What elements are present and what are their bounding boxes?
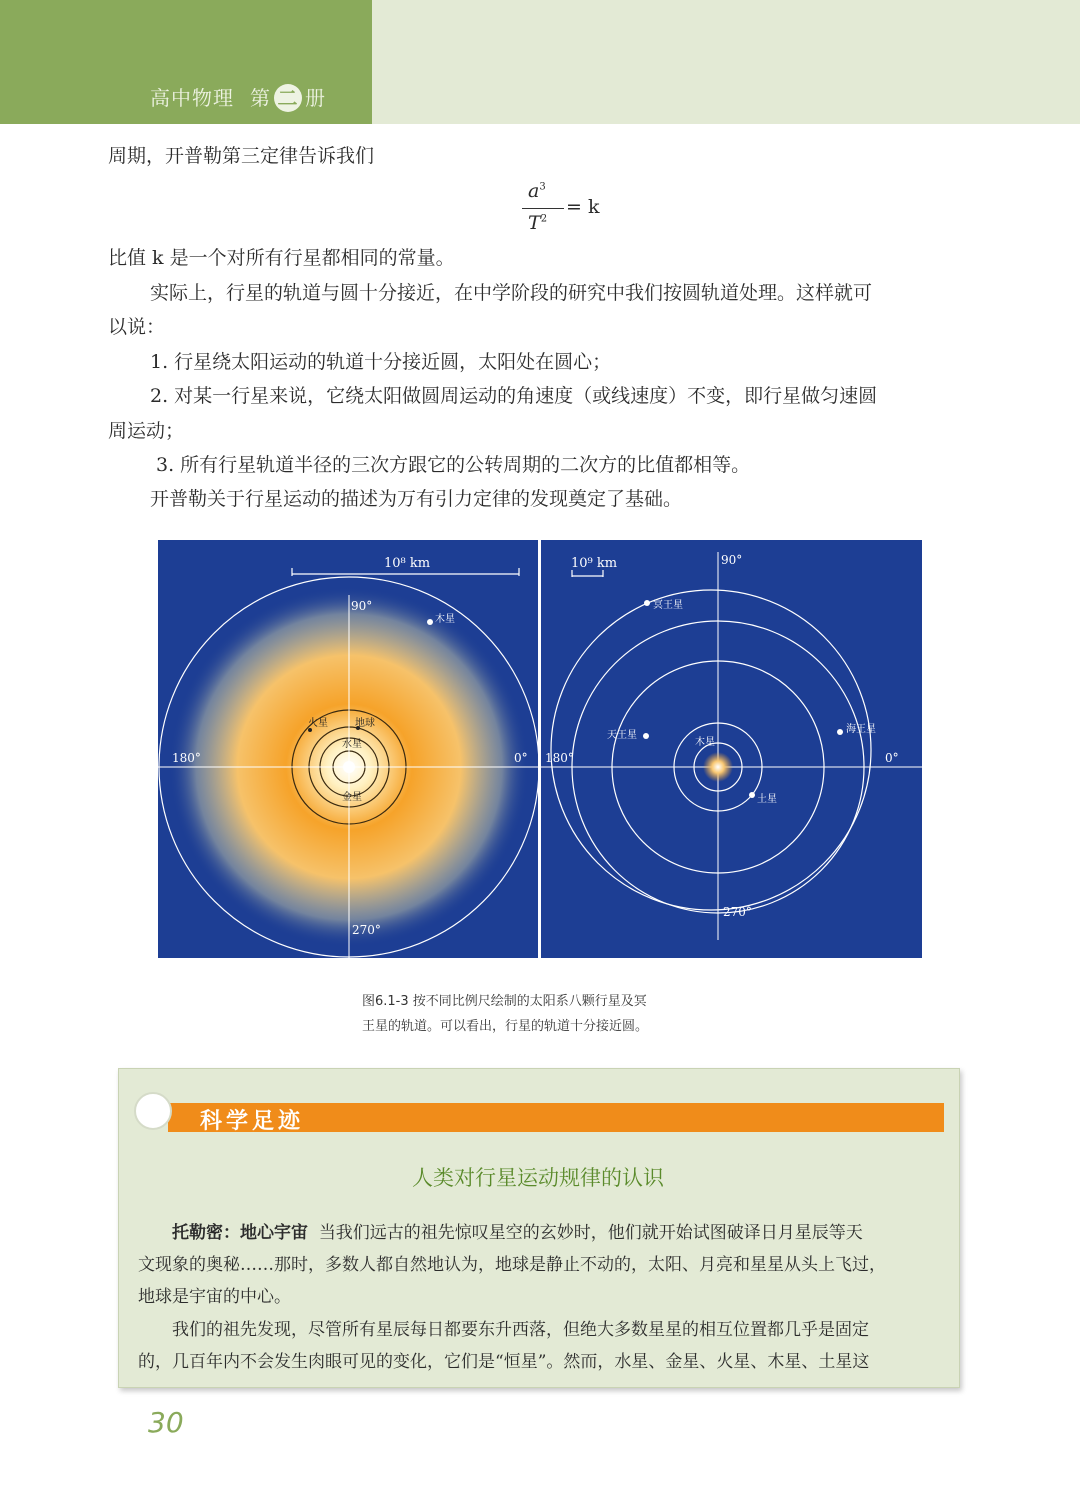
label-earth: 地球 [355,718,375,729]
band-circle-decoration [134,1092,172,1130]
volume-number: 二 [274,84,302,112]
sun-glow [703,752,733,782]
list-item: 2. 对某一行星来说，它绕太阳做圆周运动的角速度（或线速度）不变，即行星做匀速圆 [150,385,878,407]
label-venus: 金星 [342,792,362,803]
fraction-bar [522,208,564,209]
label-jupiter: 木星 [695,737,715,748]
label-90: 90° [351,599,373,613]
inner-orbits-diagram [158,540,538,958]
list-item: 3. 所有行星轨道半径的三次方跟它的公转周期的二次方的比值都相等。 [156,454,751,476]
box-paragraph-line: 的，几百年内不会发生肉眼可见的变化，它们是“恒星”。然而，水星、金星、火星、木星、土星这 [138,1352,870,1372]
formula-a: a [528,180,540,202]
scale-label: 10⁹ km [571,556,618,571]
text-line: 以说： [108,316,166,338]
label-270: 270° [352,923,381,937]
box-paragraph-line [172,1222,863,1244]
label-180: 180° [172,751,201,765]
label-pluto: 冥王星 [653,600,683,611]
volume-suffix: 册 [305,86,326,110]
kepler-formula [518,180,628,240]
box-paragraph-line: 文现象的奥秘……那时，多数人都自然地认为，地球是静止不动的，太阳、月亮和星星从头上飞过， [138,1255,886,1275]
text-line: 开普勒关于行星运动的描述为万有引力定律的发现奠定了基础。 [150,488,683,510]
book-title [150,82,326,112]
header-band-light [372,0,1080,124]
formula-a-exp: 3 [539,181,546,193]
label-0: 0° [514,751,528,765]
volume-prefix: 第 [250,86,271,110]
box-paragraph-line: 我们的祖先发现，尽管所有星辰每日都要东升西落，但绝大多数星星的相互位置都几乎是固定 [172,1320,869,1340]
figure-caption: 图6.1-3 按不同比例尺绘制的太阳系八颗行星及冥 [362,994,647,1009]
label-mercury: 水星 [342,739,362,750]
label-mars: 火星 [308,718,328,729]
saturn-marker [749,792,755,798]
formula-T: T [528,212,541,234]
formula-rhs: = k [566,196,600,218]
text-line: 周期，开普勒第三定律告诉我们 [108,145,375,167]
figure-caption-cont: 王星的轨道。可以看出，行星的轨道十分接近圆。 [362,1019,649,1034]
figure-inner-planets [158,540,538,958]
box-heading: 人类对行星运动规律的认识 [412,1166,664,1190]
list-item: 周运动； [108,420,185,442]
label-neptune: 海王星 [846,724,876,735]
jupiter-marker [427,619,433,625]
label-0: 0° [885,751,899,765]
list-item: 1. 行星绕太阳运动的轨道十分接近圆，太阳处在圆心； [150,351,612,373]
label-270: 270° [723,905,752,919]
page-number: 30 [148,1406,184,1439]
uranus-marker [643,733,649,739]
label-180: 180° [545,751,574,765]
label-saturn: 土星 [757,794,777,805]
label-90: 90° [721,553,743,567]
pluto-marker [644,600,650,606]
label-jupiter: 木星 [435,614,455,625]
formula-T-exp: 2 [540,213,548,225]
book-subject: 高中物理 [150,86,234,110]
label-uranus: 天王星 [607,730,637,741]
scale-label: 10⁸ km [384,556,431,571]
text-line: 比值 k 是一个对所有行星都相同的常量。 [108,247,455,269]
lead-term: 托勒密：地心宇宙 [172,1223,308,1243]
box-paragraph-line: 地球是宇宙的中心。 [138,1287,291,1307]
box-text: 当我们远古的祖先惊叹星空的玄妙时，他们就开始试图破译日月星辰等天 [318,1223,863,1243]
section-band-title: 科学足迹 [200,1109,305,1134]
outer-orbits-diagram [541,540,922,958]
figure-outer-planets [541,540,922,958]
neptune-marker [837,729,843,735]
text-line: 实际上，行星的轨道与圆十分接近，在中学阶段的研究中我们按圆轨道处理。这样就可 [150,282,873,304]
